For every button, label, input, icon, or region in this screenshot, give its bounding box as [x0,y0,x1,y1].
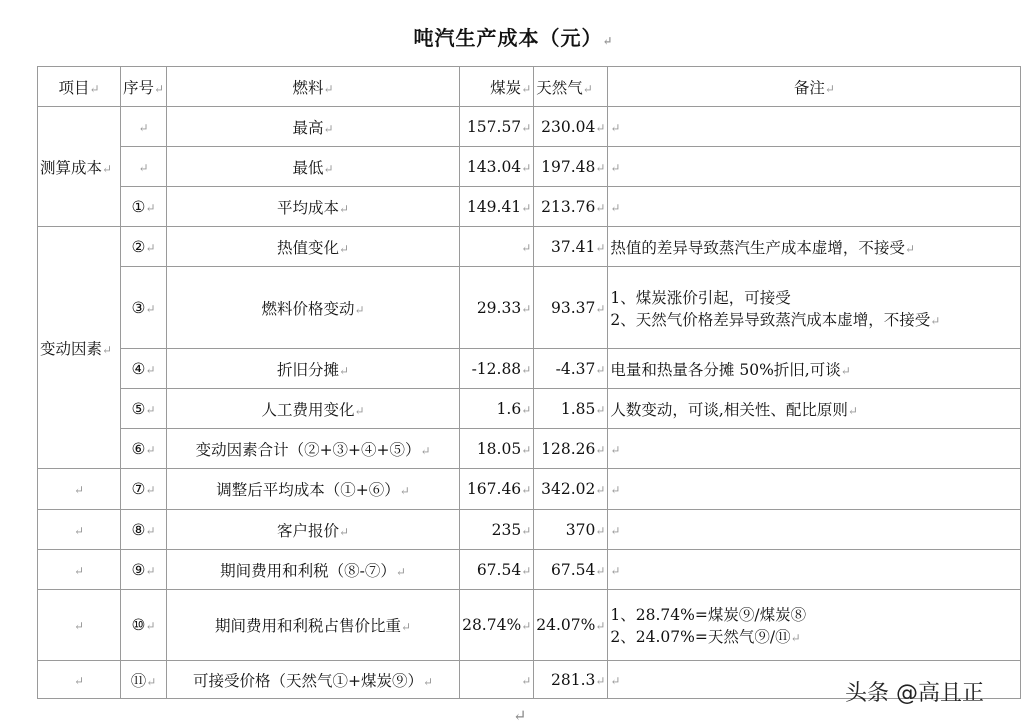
item-name: 客户报价 ↵ [167,510,460,550]
note-line: 2、天然气价格差异导致蒸汽成本虚增，不接受 ↵ [610,308,1018,330]
table-row [38,187,1021,227]
row-number: ⑤ ↵ [121,389,167,429]
item-name: 最低 ↵ [167,147,460,187]
group-cell [38,510,121,550]
note-cell [608,267,1021,349]
gas-value: 128.26 ↵ [534,429,608,469]
column-header: 天然气 ↵ [534,67,608,107]
table-row [38,590,1021,661]
gas-value: -4.37 ↵ [534,349,608,389]
watermark: 头条 @高且正 [845,681,984,706]
gas-value: 281.3 ↵ [534,661,608,699]
coal-value: 67.54 ↵ [460,550,534,590]
coal-value: 29.33 ↵ [460,267,534,349]
gas-value: 370 ↵ [534,510,608,550]
table-row [38,469,1021,510]
column-header: 燃料 ↵ [167,67,460,107]
coal-value [460,227,534,267]
note-cell [608,107,1021,147]
table-row [38,550,1021,590]
table-row [38,267,1021,349]
item-name: 最高 ↵ [167,107,460,147]
table-row [38,510,1021,550]
gas-value: 213.76 ↵ [534,187,608,227]
column-header: 煤炭 ↵ [460,67,534,107]
group-cell [38,469,121,510]
header-row [38,67,1021,107]
group-cell [38,550,121,590]
document-title: 吨汽生产成本（元） ↵ [0,22,1027,51]
note-cell [608,147,1021,187]
note-line: 1、28.74%=煤炭⑨/煤炭⑧ [610,606,807,624]
row-number: ③ ↵ [121,267,167,349]
cost-table [37,66,1021,699]
paragraph-mark: ↵ [513,706,527,725]
gas-value: 230.04 ↵ [534,107,608,147]
coal-value: 149.41 ↵ [460,187,534,227]
note-line: 1、煤炭涨价引起，可接受 [610,288,791,307]
item-name: 可接受价格（天然气①+煤炭⑨） ↵ [167,661,460,699]
gas-value: 67.54 ↵ [534,550,608,590]
row-number [121,107,167,147]
item-name: 变动因素合计（②+③+④+⑤） ↵ [167,429,460,469]
group-cell: 测算成本 ↵ [38,107,121,227]
note-cell [608,469,1021,510]
coal-value: 167.46 ↵ [460,469,534,510]
row-number: ⑥ ↵ [121,429,167,469]
item-name: 平均成本 ↵ [167,187,460,227]
item-name: 人工费用变化 ↵ [167,389,460,429]
coal-value: 28.74% ↵ [460,590,534,661]
row-number [121,147,167,187]
note-cell [608,227,1021,267]
table-row [38,349,1021,389]
note-cell [608,429,1021,469]
group-cell [38,590,121,661]
item-name: 期间费用和利税占售价比重 ↵ [167,590,460,661]
coal-value: 1.6 ↵ [460,389,534,429]
item-name: 折旧分摊 ↵ [167,349,460,389]
column-header: 备注 ↵ [608,67,1021,107]
note-line: 人数变动，可谈,相关性、配比原则 ↵ [610,398,1018,420]
note-line: 电量和热量各分摊 50%折旧,可谈 ↵ [610,358,1018,380]
note-cell [608,510,1021,550]
row-number: ② ↵ [121,227,167,267]
table-row [38,147,1021,187]
table-row [38,107,1021,147]
coal-value: 157.57 ↵ [460,107,534,147]
gas-value: 342.02 ↵ [534,469,608,510]
row-number: ⑪ ↵ [121,661,167,699]
note-cell [608,550,1021,590]
column-header: 项目 ↵ [38,67,121,107]
column-header: 序号 ↵ [121,67,167,107]
gas-value: 37.41 ↵ [534,227,608,267]
gas-value: 93.37 ↵ [534,267,608,349]
note-line: 2、24.07%=天然气⑨/⑪ ↵ [610,625,1018,647]
table-row [38,389,1021,429]
coal-value: 143.04 ↵ [460,147,534,187]
coal-value: 235 ↵ [460,510,534,550]
item-name: 热值变化 ↵ [167,227,460,267]
gas-value: 1.85 ↵ [534,389,608,429]
row-number: ⑩ ↵ [121,590,167,661]
row-number: ⑦ ↵ [121,469,167,510]
row-number: ① ↵ [121,187,167,227]
row-number: ④ ↵ [121,349,167,389]
gas-value: 24.07% ↵ [534,590,608,661]
item-name: 期间费用和利税（⑧-⑦） ↵ [167,550,460,590]
row-number: ⑧ ↵ [121,510,167,550]
table-row [38,227,1021,267]
group-cell [38,661,121,699]
coal-value: 18.05 ↵ [460,429,534,469]
row-number: ⑨ ↵ [121,550,167,590]
table-row [38,429,1021,469]
note-cell [608,187,1021,227]
note-cell [608,349,1021,389]
note-cell [608,590,1021,661]
coal-value [460,661,534,699]
item-name: 燃料价格变动 ↵ [167,267,460,349]
gas-value: 197.48 ↵ [534,147,608,187]
note-line: 热值的差异导致蒸汽生产成本虚增，不接受 ↵ [610,236,1018,258]
note-cell [608,389,1021,429]
group-cell: 变动因素 ↵ [38,227,121,469]
item-name: 调整后平均成本（①+⑥） ↵ [167,469,460,510]
coal-value: -12.88 ↵ [460,349,534,389]
